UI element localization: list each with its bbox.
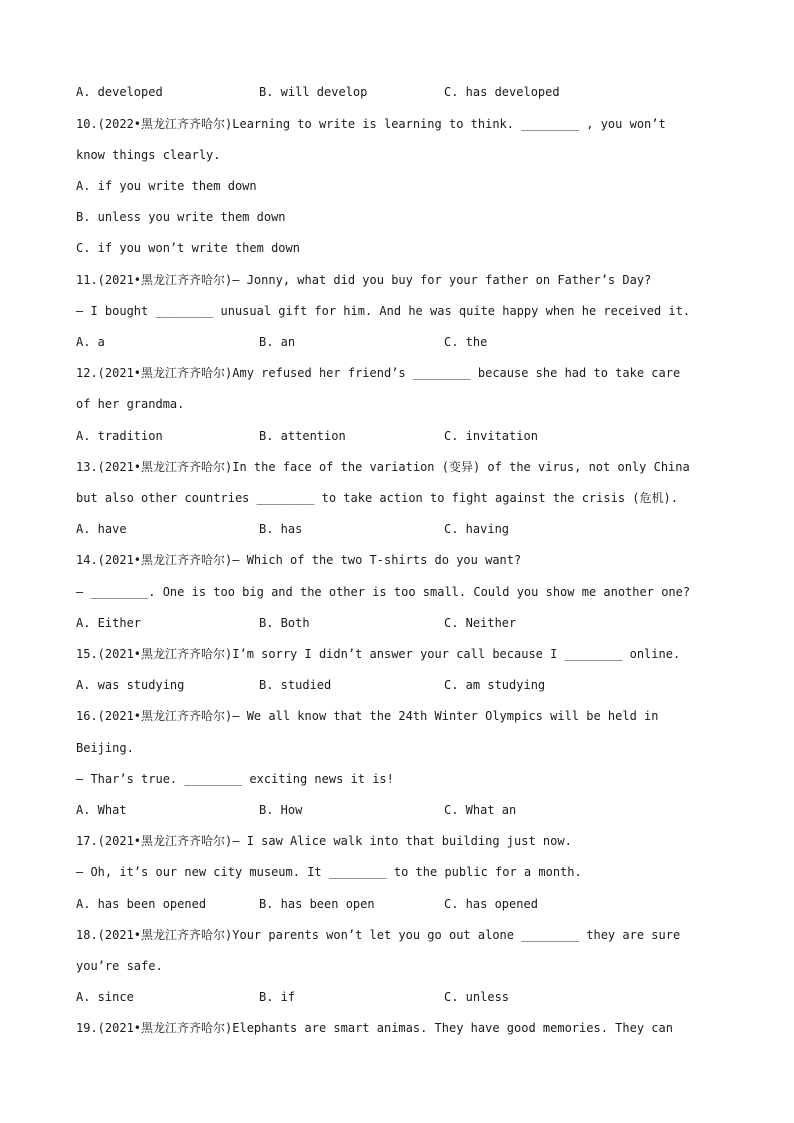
q10-option-b: B. unless you write them down: [76, 210, 286, 224]
q16-stem-line-3: — Thar’s true. ________ exciting news it is!: [76, 772, 394, 786]
q11-option-c: C. the: [444, 335, 488, 349]
q17-option-a: A. has been opened: [76, 897, 207, 911]
q16-option-a: A. What: [76, 803, 127, 817]
q18-stem-line-1: 18.(2021•黑龙江齐齐哈尔)Your parents won’t let you go out alone ________ they are sure: [76, 928, 681, 942]
q11-stem-line-1: 11.(2021•黑龙江齐齐哈尔)— Jonny, what did you buy for your father on Father’s Day?: [76, 273, 652, 287]
q18-stem-line-2: you’re safe.: [76, 959, 163, 973]
q14-stem-line-1: 14.(2021•黑龙江齐齐哈尔)— Which of the two T-shirts do you want?: [76, 553, 522, 567]
q14-options: [76, 615, 776, 631]
q13-options: [76, 521, 776, 537]
q10-stem-line-2: know things clearly.: [76, 148, 221, 162]
q16-option-b: B. How: [259, 803, 303, 817]
q18-option-a: A. since: [76, 990, 134, 1004]
q10-option-a: A. if you write them down: [76, 179, 257, 193]
q11-option-b: B. an: [259, 335, 296, 349]
q17-stem-line-1: 17.(2021•黑龙江齐齐哈尔)— I saw Alice walk into that building just now.: [76, 834, 572, 848]
q12-stem-line-1: 12.(2021•黑龙江齐齐哈尔)Amy refused her friend’s ________ because she had to take care: [76, 366, 681, 380]
q19-stem-line-1: 19.(2021•黑龙江齐齐哈尔)Elephants are smart animas. They have good memories. They can: [76, 1021, 673, 1035]
q15-option-c: C. am studying: [444, 678, 546, 692]
q9-option-a: A. developed: [76, 85, 163, 99]
q11-stem-line-2: — I bought ________ unusual gift for him. And he was quite happy when he received it.: [76, 304, 691, 318]
q14-option-b: B. Both: [259, 616, 310, 630]
q9-option-c: C. has developed: [444, 85, 560, 99]
q17-option-b: B. has been open: [259, 897, 375, 911]
q13-option-c: C. having: [444, 522, 510, 536]
q17-stem-line-2: — Oh, it’s our new city museum. It ________ to the public for a month.: [76, 865, 582, 879]
q14-option-c: C. Neither: [444, 616, 517, 630]
q13-stem-line-2: but also other countries ________ to take action to fight against the crisis (危机).: [76, 491, 678, 505]
q9-options: [76, 84, 776, 100]
q11-options: [76, 334, 776, 350]
q12-option-a: A. tradition: [76, 429, 163, 443]
q14-stem-line-2: — ________. One is too big and the other is too small. Could you show me another one?: [76, 585, 691, 599]
q13-option-b: B. has: [259, 522, 303, 536]
q12-stem-line-2: of her grandma.: [76, 397, 185, 411]
q18-option-c: C. unless: [444, 990, 510, 1004]
q13-stem-line-1: 13.(2021•黑龙江齐齐哈尔)In the face of the variation (变异) of the virus, not only China: [76, 460, 690, 474]
q11-option-a: A. a: [76, 335, 105, 349]
q16-stem-line-1: 16.(2021•黑龙江齐齐哈尔)— We all know that the 24th Winter Olympics will be held in: [76, 709, 659, 723]
q18-options: [76, 989, 776, 1005]
q15-option-b: B. studied: [259, 678, 332, 692]
q12-options: [76, 428, 776, 444]
q17-option-c: C. has opened: [444, 897, 538, 911]
q16-stem-line-2: Beijing.: [76, 741, 134, 755]
q16-options: [76, 802, 776, 818]
q12-option-b: B. attention: [259, 429, 346, 443]
q15-option-a: A. was studying: [76, 678, 185, 692]
q17-options: [76, 896, 776, 912]
q9-option-b: B. will develop: [259, 85, 368, 99]
q15-options: [76, 677, 776, 693]
q15-stem-line-1: 15.(2021•黑龙江齐齐哈尔)I’m sorry I didn’t answer your call because I ________ online.: [76, 647, 681, 661]
q16-option-c: C. What an: [444, 803, 517, 817]
q12-option-c: C. invitation: [444, 429, 538, 443]
q18-option-b: B. if: [259, 990, 296, 1004]
q14-option-a: A. Either: [76, 616, 142, 630]
q10-option-c: C. if you won’t write them down: [76, 241, 300, 255]
q10-stem-line-1: 10.(2022•黑龙江齐齐哈尔)Learning to write is learning to think. ________ , you won’t: [76, 117, 666, 131]
q13-option-a: A. have: [76, 522, 127, 536]
